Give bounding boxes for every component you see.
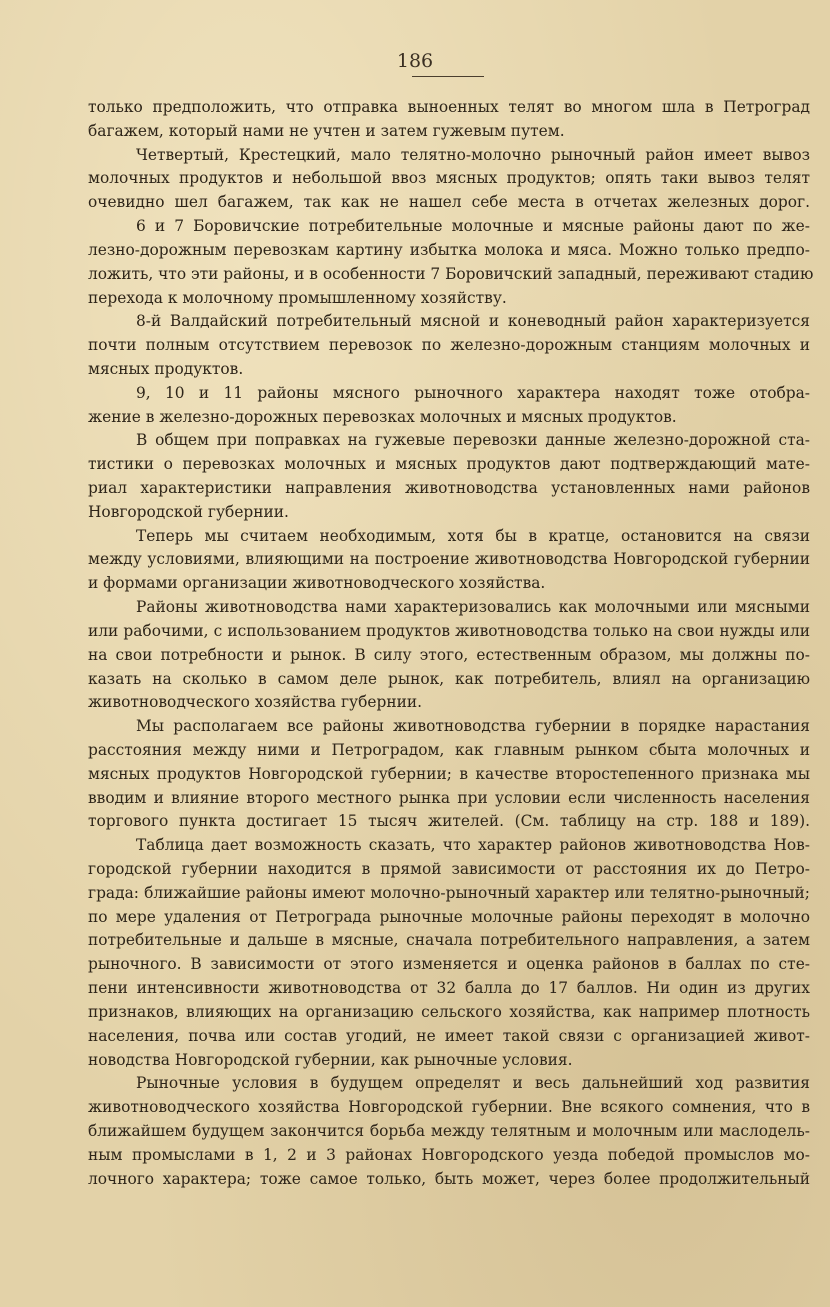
page-number: 186 — [396, 50, 434, 72]
text-line: мясных продуктов. — [88, 359, 244, 378]
text-line: только предположить, что отправка выноенных телят во многом шла в Петроград — [88, 98, 810, 116]
text-line: мясных продуктов Новгородской губернии; в качестве второстепенного признака мы — [88, 764, 810, 783]
text-line: животноводческого хозяйства Новгородской губернии. Вне всякого сомнения, что в — [88, 1098, 810, 1117]
text-line: ным промыслами в 1, 2 и 3 районах Новгородского уезда победой промыслов мо- — [88, 1145, 810, 1164]
text-line: очевидно шел багажем, так как не нашел себе места в отчетах железных дорог. — [88, 193, 810, 212]
text-line: жение в железно-дорожных перевозках молочных и мясных продуктов. — [88, 407, 677, 426]
text-line: 8-й Валдайский потребительный мясной и коневодный район характеризуется — [136, 312, 810, 331]
text-line: багажем, который нами не учтен и затем гужевым путем. — [88, 121, 565, 140]
text-line: потребительные и дальше в мясные, сначала потребительного направления, а затем — [88, 931, 810, 950]
text-line: или рабочими, с использованием продуктов животноводства только на свои нужды или — [88, 621, 810, 640]
text-line: между условиями, влияющими на построение животноводства Новгородской губернии — [88, 550, 810, 569]
text-line: населения, почва или состав угодий, не имеет такой связи с организацией живот- — [88, 1026, 810, 1045]
text-line: Новгородской губернии. — [88, 502, 289, 521]
text-line: Теперь мы считаем необходимым, хотя бы в кратце, остановится на связи — [136, 526, 810, 545]
page-number-rule — [412, 76, 484, 77]
text-line: града: ближайшие районы имеют молочно-рыночный характер или телятно-рыночный; — [88, 883, 810, 902]
text-line: Мы располагаем все районы животноводства губернии в порядке нарастания — [136, 717, 810, 736]
text-line: перехода к молочному промышленному хозяйству. — [88, 288, 507, 307]
text-line: Районы животноводства нами характеризовались как молочными или мясными — [136, 598, 810, 617]
text-line: животноводческого хозяйства губернии. — [88, 693, 422, 712]
text-line: рыночного. В зависимости от этого изменяется и оценка районов в баллах по сте- — [88, 955, 810, 974]
text-line: расстояния между ними и Петроградом, как главным рынком сбыта молочных и — [88, 740, 810, 759]
text-line: 9, 10 и 11 районы мясного рыночного характера находят тоже отобра- — [136, 383, 810, 402]
text-line: и формами организации животноводческого хозяйства. — [88, 574, 546, 593]
text-line: вводим и влияние второго местного рынка при условии если численность населения — [88, 788, 810, 807]
text-line: признаков, влияющих на организацию сельского хозяйства, как например плотность — [88, 1002, 810, 1021]
body-text — [88, 96, 814, 1191]
text-line: на свои потребности и рынок. В силу этого, естественным образом, мы должны по- — [88, 645, 810, 664]
text-line: городской губернии находится в прямой зависимости от расстояния их до Петро- — [88, 860, 810, 878]
text-line: Четвертый, Крестецкий, мало телятно-молочно рыночный район имеет вывоз — [136, 145, 810, 164]
text-line: торгового пункта достигает 15 тысяч жителей. (См. таблицу на стр. 188 и 189). — [88, 812, 810, 831]
text-line: ближайшем будущем закончится борьба между телятным и молочным или маслодель- — [88, 1121, 810, 1140]
text-line: Рыночные условия в будущем определят и весь дальнейший ход развития — [136, 1074, 810, 1093]
text-line: лезно-дорожным перевозкам картину избытка молока и мяса. Можно только предпо- — [88, 240, 810, 259]
text-line: почти полным отсутствием перевозок по железно-дорожным станциям молочных и — [88, 336, 810, 355]
text-line: пени интенсивности животноводства от 32 балла до 17 баллов. Ни один из других — [88, 979, 810, 998]
text-line: тистики о перевозках молочных и мясных продуктов дают подтверждающий мате- — [88, 455, 810, 474]
text-line: по мере удаления от Петрограда рыночные молочные районы переходят в молочно — [88, 907, 810, 926]
text-line: 6 и 7 Боровичские потребительные молочные и мясные районы дают по же- — [136, 217, 810, 236]
text-line: ложить, что эти районы, и в особенности 7 Боровичский западный, переживают стадию — [88, 264, 814, 283]
text-line: В общем при поправках на гужевые перевозки данные железно-дорожной ста- — [136, 431, 810, 450]
text-line: молочных продуктов и небольшой ввоз мясных продуктов; опять таки вывоз телят — [88, 169, 810, 188]
text-line: лочного характера; тоже самое только, быть может, через более продолжительный — [88, 1169, 810, 1188]
text-line: риал характеристики направления животноводства установленных нами районов — [88, 479, 810, 497]
text-line: казать на сколько в самом деле рынок, как потребитель, влиял на организацию — [88, 669, 810, 688]
text-line: Таблица дает возможность сказать, что характер районов животноводства Нов- — [136, 836, 810, 855]
text-line: новодства Новгородской губернии, как рыночные условия. — [88, 1050, 573, 1069]
